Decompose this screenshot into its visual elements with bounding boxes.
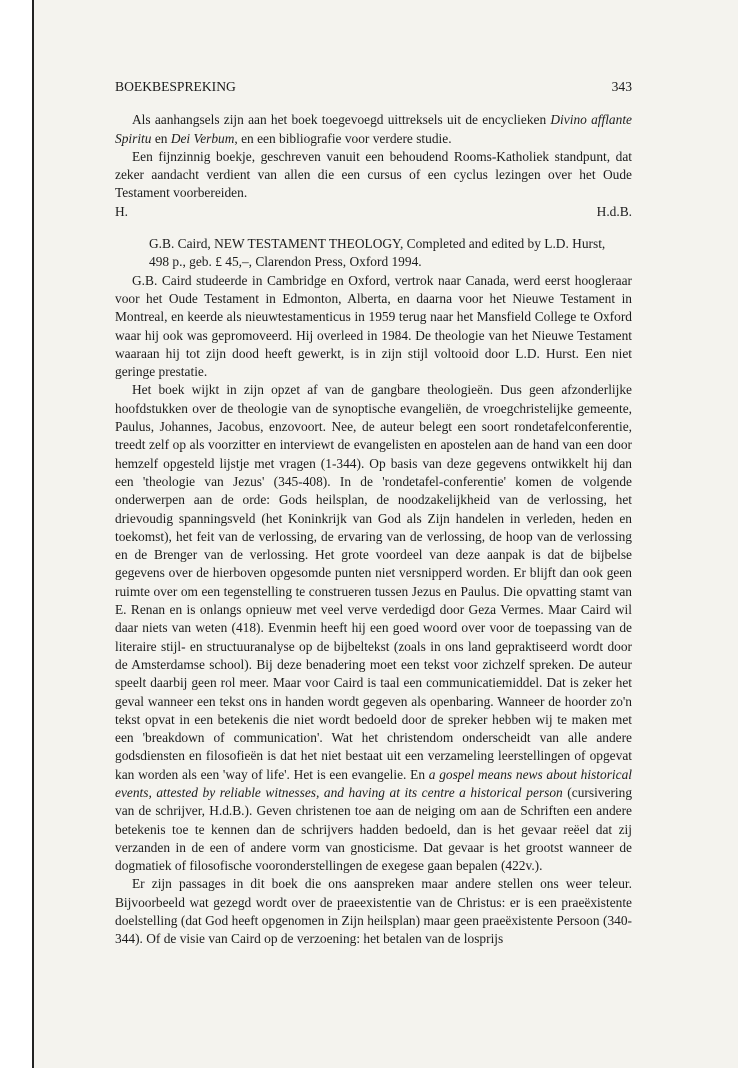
review2-paragraph-2: Het boek wijkt in zijn opzet af van de gangbare theologieën. Dus geen afzonderlijke hoofdstukken over de theologie van de synoptische evangeliën, de vroegchristelijke gemeente, Paulus, Johannes, Jacobus, enzovoort. Nee, de auteur belegt een soort rondetafelconferentie, treedt zelf op als voorzitter en interviewt de evangelisten en apostelen aan de hand van een door hemzelf opgesteld lijstje met vragen (1-344). Op basis van deze gegevens ontwikkelt hij dan een 'theologie van Jezus' (345-408). In de 'rondetafel-conferentie' komen de volgende onderwerpen aan de orde: Gods heilsplan, de noodzakelijkheid van de verlossing, het drievoudig spanningsveld (het Koninkrijk van God als Zijn handelen in verleden, heden en toekomst), het feit van de verlossing, de ervaring van de verlossing, de hoop van de verlossing en de Brenger van de verlossing. Het grote voordeel van deze aanpak is dat de bijbelse gegevens over de hierboven opgesomde punten niet versnipperd worden. Er blijft dan ook geen ruimte over om een tegenstelling te construeren tussen Jezus en Paulus. Die opvatting stamt van E. Renan en is onlangs opnieuw met veel verve verdedigd door Geza Vermes. Maar Caird wil daar niets van weten (418). Evenmin heeft hij een goed woord over voor de toepassing van de literaire stijl- en structuuranalyse op de bijbeltekst (zoals in ons land gepraktiseerd wordt door de Amsterdamse school). Bij deze benadering moet een tekst voor zichzelf spreken. De auteur speelt daarbij geen rol meer. Maar voor Caird is taal een communicatiemiddel. Dat is zeker het geval wanneer een tekst ons in handen wordt gegeven als openbaring. Wanneer de hoorder zo'n tekst opvat in een betekenis die niet wordt bedoeld door de spreker hebben wij te maken met een 'breakdown of communication'. Wat het christendom onderscheidt van alle andere godsdiensten en filosofieën is dat het niet bestaat uit een verzameling leerstellingen of opgevat kan worden als een 'way of life'. Het is een evangelie. En a gospel means news about historical events, attested by reliable witnesses, and having at its centre a historical person (cursivering van de schrijver, H.d.B.). Geven christenen toe aan de neiging om aan de Schriften een andere betekenis toe te kennen dan de schrijvers hadden bedoeld, dan is het gevaar reëel dat zij verzanden in de een of andere vorm van gnosticisme. Dat gevaar is het grootst wanneer de dogmatiek of filosofische vooronderstellingen de exegese gaan bepalen (422v.). <box>115 382 633 874</box>
scan-left-edge <box>0 0 34 1068</box>
page-number: 343 <box>611 79 632 94</box>
review2-paragraph-3: Er zijn passages in dit boek die ons aanspreken maar andere stellen ons weer teleur. Bijvoorbeeld wat gezegd wordt over de praeexistentie van de Christus: er is een praeëxistente doelstelling (dat God heeft opgenomen in Zijn heilsplan) maar geen praeëxistente Persoon (340-344). Of de visie van Caird op de verzoening: het betalen van de losprijs <box>115 876 632 947</box>
review2-paragraph-1: G.B. Caird studeerde in Cambridge en Oxford, vertrok naar Canada, werd eerst hoogleraar voor het Oude Testament in Edmonton, Alberta, en daarna voor het Nieuwe Testament in Montreal, en keerde als nieuwtestamenticus in 1959 terug naar het Mansfield College te Oxford waar hij ook was gepromoveerd. Hij overleed in 1984. De theologie van het Nieuwe Testament waaraan hij tot zijn dood heeft gewerkt, is in zijn stijl voltooid door L.D. Hurst. Een niet geringe prestatie. <box>115 272 632 380</box>
signature-right: H.d.B. <box>596 203 632 219</box>
review1-paragraph-1: Als aanhangsels zijn aan het boek toegevoegd uittreksels uit de encyclieken Divino afflante Spiritu en Dei Verbum, en een bibliografie voor verdere studie. <box>115 112 632 146</box>
running-header <box>115 78 632 96</box>
book-citation: G.B. Caird, NEW TESTAMENT THEOLOGY, Completed and edited by L.D. Hurst, 498 p., geb. £ 45,–, Clarendon Press, Oxford 1994. <box>149 236 606 270</box>
review1-signature <box>115 203 632 221</box>
page <box>115 78 632 949</box>
section-title: BOEKBESPREKING <box>115 79 236 94</box>
signature-left: H. <box>115 203 129 219</box>
review1-paragraph-2: Een fijnzinnig boekje, geschreven vanuit een behoudend Rooms-Katholiek standpunt, dat zeker aandacht verdient van allen die een cursus of een cyclus lezingen over het Oude Testament voorbereiden. <box>115 148 632 201</box>
